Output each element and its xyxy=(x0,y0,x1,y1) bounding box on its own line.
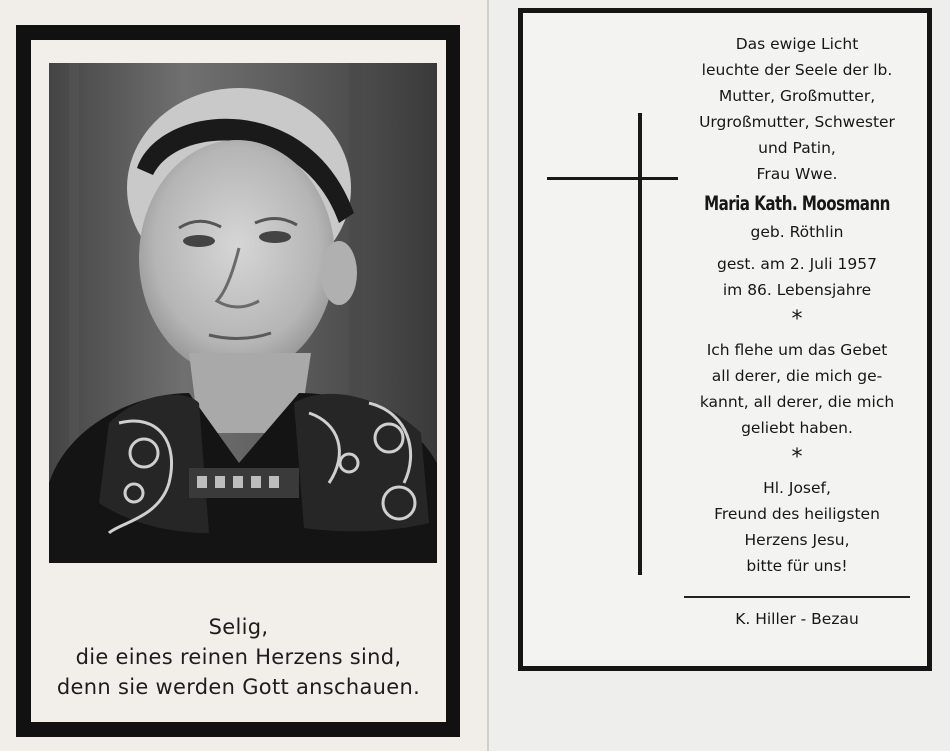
caption-line: die eines reinen Herzens sind, xyxy=(75,645,402,669)
star-separator: * xyxy=(791,307,803,332)
invocation-line: Hl. Josef, xyxy=(763,479,831,497)
deceased-name: Maria Kath. Moosmann xyxy=(704,192,890,215)
intro-line: und Patin, xyxy=(758,139,836,157)
cross-icon-vertical xyxy=(638,113,642,575)
intro-line: leuchte der Seele der lb. xyxy=(701,61,893,79)
portrait-photo xyxy=(49,63,437,563)
invocation-line: Freund des heiligsten xyxy=(714,505,880,523)
intro-line: Frau Wwe. xyxy=(756,165,838,183)
invocation-line: Herzens Jesu, xyxy=(744,531,850,549)
obituary-text xyxy=(668,31,926,632)
black-mourning-border xyxy=(16,25,460,737)
caption-line: Selig, xyxy=(208,615,269,639)
portrait-illustration xyxy=(49,63,437,563)
beatitude-caption xyxy=(31,612,446,702)
right-memorial-card xyxy=(489,0,950,751)
printer-imprint: K. Hiller - Bezau xyxy=(735,610,859,628)
star-separator: * xyxy=(791,445,803,470)
prayer-line: all derer, die mich ge- xyxy=(711,367,883,385)
black-border-frame xyxy=(518,8,932,671)
prayer-line: Ich flehe um das Gebet xyxy=(706,341,888,359)
caption-line: denn sie werden Gott anschauen. xyxy=(56,675,421,699)
intro-line: Mutter, Großmutter, xyxy=(718,87,876,105)
invocation-line: bitte für uns! xyxy=(746,557,848,575)
birth-name: geb. Röthlin xyxy=(750,223,844,241)
cross-icon-horizontal xyxy=(547,177,678,180)
divider-line xyxy=(684,596,910,598)
intro-line: Urgroßmutter, Schwester xyxy=(699,113,895,131)
age-at-death: im 86. Lebensjahre xyxy=(722,281,872,299)
intro-line: Das ewige Licht xyxy=(735,35,859,53)
prayer-line: geliebt haben. xyxy=(741,419,853,437)
death-date: gest. am 2. Juli 1957 xyxy=(716,255,877,273)
prayer-line: kannt, all derer, die mich xyxy=(699,393,895,411)
